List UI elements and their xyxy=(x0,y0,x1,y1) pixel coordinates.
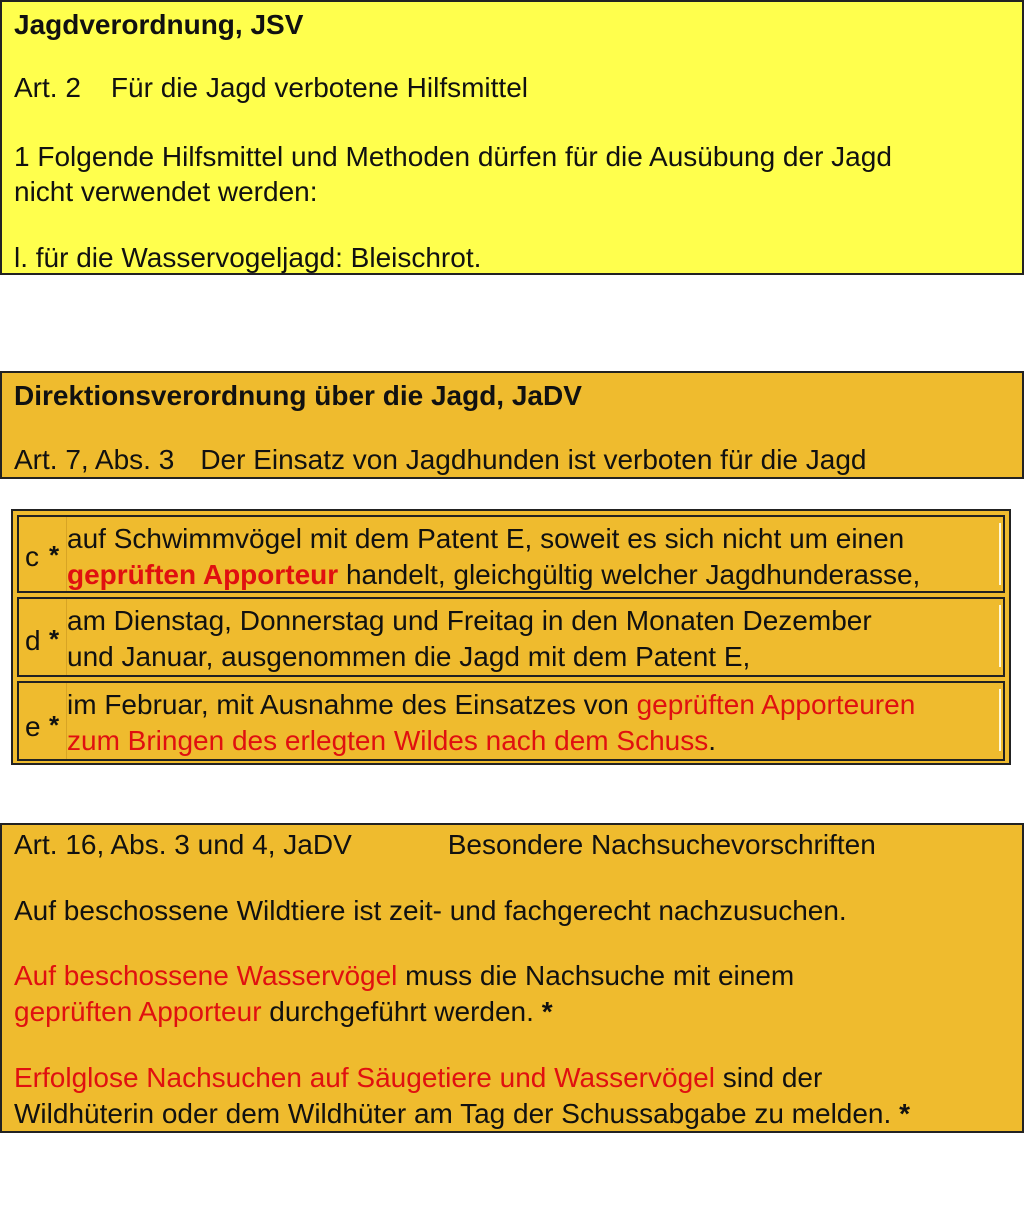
asterisk-icon: * xyxy=(899,1098,910,1129)
row-edge-highlight xyxy=(999,605,1001,667)
row-marker xyxy=(23,599,69,675)
nachsuche-art-ref: Art. 16, Abs. 3 und 4, JaDV xyxy=(14,829,352,860)
nachsuche-para3-line2 xyxy=(14,1096,910,1132)
nachsuche-art-title: Besondere Nachsuchevorschriften xyxy=(447,829,876,860)
jsv-article-heading xyxy=(14,70,528,106)
row-line1: auf Schwimmvögel mit dem Patent E, soweit es sich nicht um einen xyxy=(67,523,905,554)
row-line1-start: im Februar, mit Ausnahme des Einsatzes von xyxy=(67,689,637,720)
highlight-text: geprüften Apporteur xyxy=(14,996,262,1027)
row-marker xyxy=(23,683,69,759)
row-line2-end: . xyxy=(708,725,716,756)
jsv-art-title: Für die Jagd verbotene Hilfsmittel xyxy=(110,72,528,103)
asterisk-icon: * xyxy=(49,540,60,570)
jadv-box xyxy=(0,371,1024,479)
nachsuche-para2-line2 xyxy=(14,994,553,1030)
jsv-para-line2: nicht verwendet werden: xyxy=(14,176,318,207)
para3-text: sind der xyxy=(714,1062,823,1093)
jsv-para-line1: 1 Folgende Hilfsmittel und Methoden dürfen für die Ausübung der Jagd xyxy=(14,141,892,172)
jsv-box xyxy=(0,0,1024,275)
asterisk-icon: * xyxy=(541,996,553,1027)
asterisk-icon: * xyxy=(49,710,60,740)
para3-text: Wildhüterin oder dem Wildhüter am Tag der Schussabgabe zu melden. xyxy=(14,1098,900,1129)
nachsuche-heading xyxy=(14,827,876,863)
row-letter: e xyxy=(25,711,41,742)
jadv-art-text: Der Einsatz von Jagdhunden ist verboten für die Jagd xyxy=(200,444,867,475)
highlight-text: Auf beschossene Wasservögel xyxy=(14,960,398,991)
jadv-art-number: Art. 7, Abs. 3 xyxy=(14,444,175,475)
highlight-text: geprüften Apporteur xyxy=(67,559,339,590)
row-line1: am Dienstag, Donnerstag und Freitag in den Monaten Dezember xyxy=(67,605,872,636)
asterisk-icon: * xyxy=(49,624,60,654)
row-line2 xyxy=(67,557,920,593)
jsv-item-l: l. für die Wasservogeljagd: Bleischrot. xyxy=(14,242,482,273)
highlight-text: zum Bringen des erlegten Wildes nach dem Schuss xyxy=(67,725,709,756)
table-row xyxy=(17,515,1005,593)
row-text xyxy=(67,521,920,593)
table-row xyxy=(17,681,1005,761)
row-text xyxy=(67,687,915,759)
nachsuche-para3-line1 xyxy=(14,1060,822,1096)
row-line1 xyxy=(67,687,915,723)
nachsuche-para1: Auf beschossene Wildtiere ist zeit- und fachgerecht nachzusuchen. xyxy=(14,895,847,926)
jadv-title: Direktionsverordnung über die Jagd, JaDV xyxy=(14,380,582,411)
row-letter: d xyxy=(25,625,41,656)
row-line2 xyxy=(67,723,915,759)
table-row xyxy=(17,597,1005,677)
jsv-title: Jagdverordnung, JSV xyxy=(14,9,304,40)
jadv-article-heading xyxy=(14,442,867,478)
row-line2-rest: handelt, gleichgültig welcher Jagdhunderasse, xyxy=(338,559,921,590)
row-marker xyxy=(23,517,69,591)
row-line2: und Januar, ausgenommen die Jagd mit dem Patent E, xyxy=(67,641,751,672)
row-edge-highlight xyxy=(999,523,1001,585)
para2-text: muss die Nachsuche mit einem xyxy=(397,960,795,991)
highlight-text: geprüften Apporteuren xyxy=(636,689,916,720)
row-letter: c xyxy=(25,541,39,572)
prohibitions-table xyxy=(11,509,1011,765)
para2-text: durchgeführt werden. xyxy=(261,996,542,1027)
row-edge-highlight xyxy=(999,689,1001,751)
highlight-text: Erfolglose Nachsuchen auf Säugetiere und Wasservögel xyxy=(14,1062,715,1093)
nachsuche-box xyxy=(0,823,1024,1133)
jsv-art-number: Art. 2 xyxy=(14,72,81,103)
row-text xyxy=(67,603,872,675)
nachsuche-para2-line1 xyxy=(14,958,794,994)
